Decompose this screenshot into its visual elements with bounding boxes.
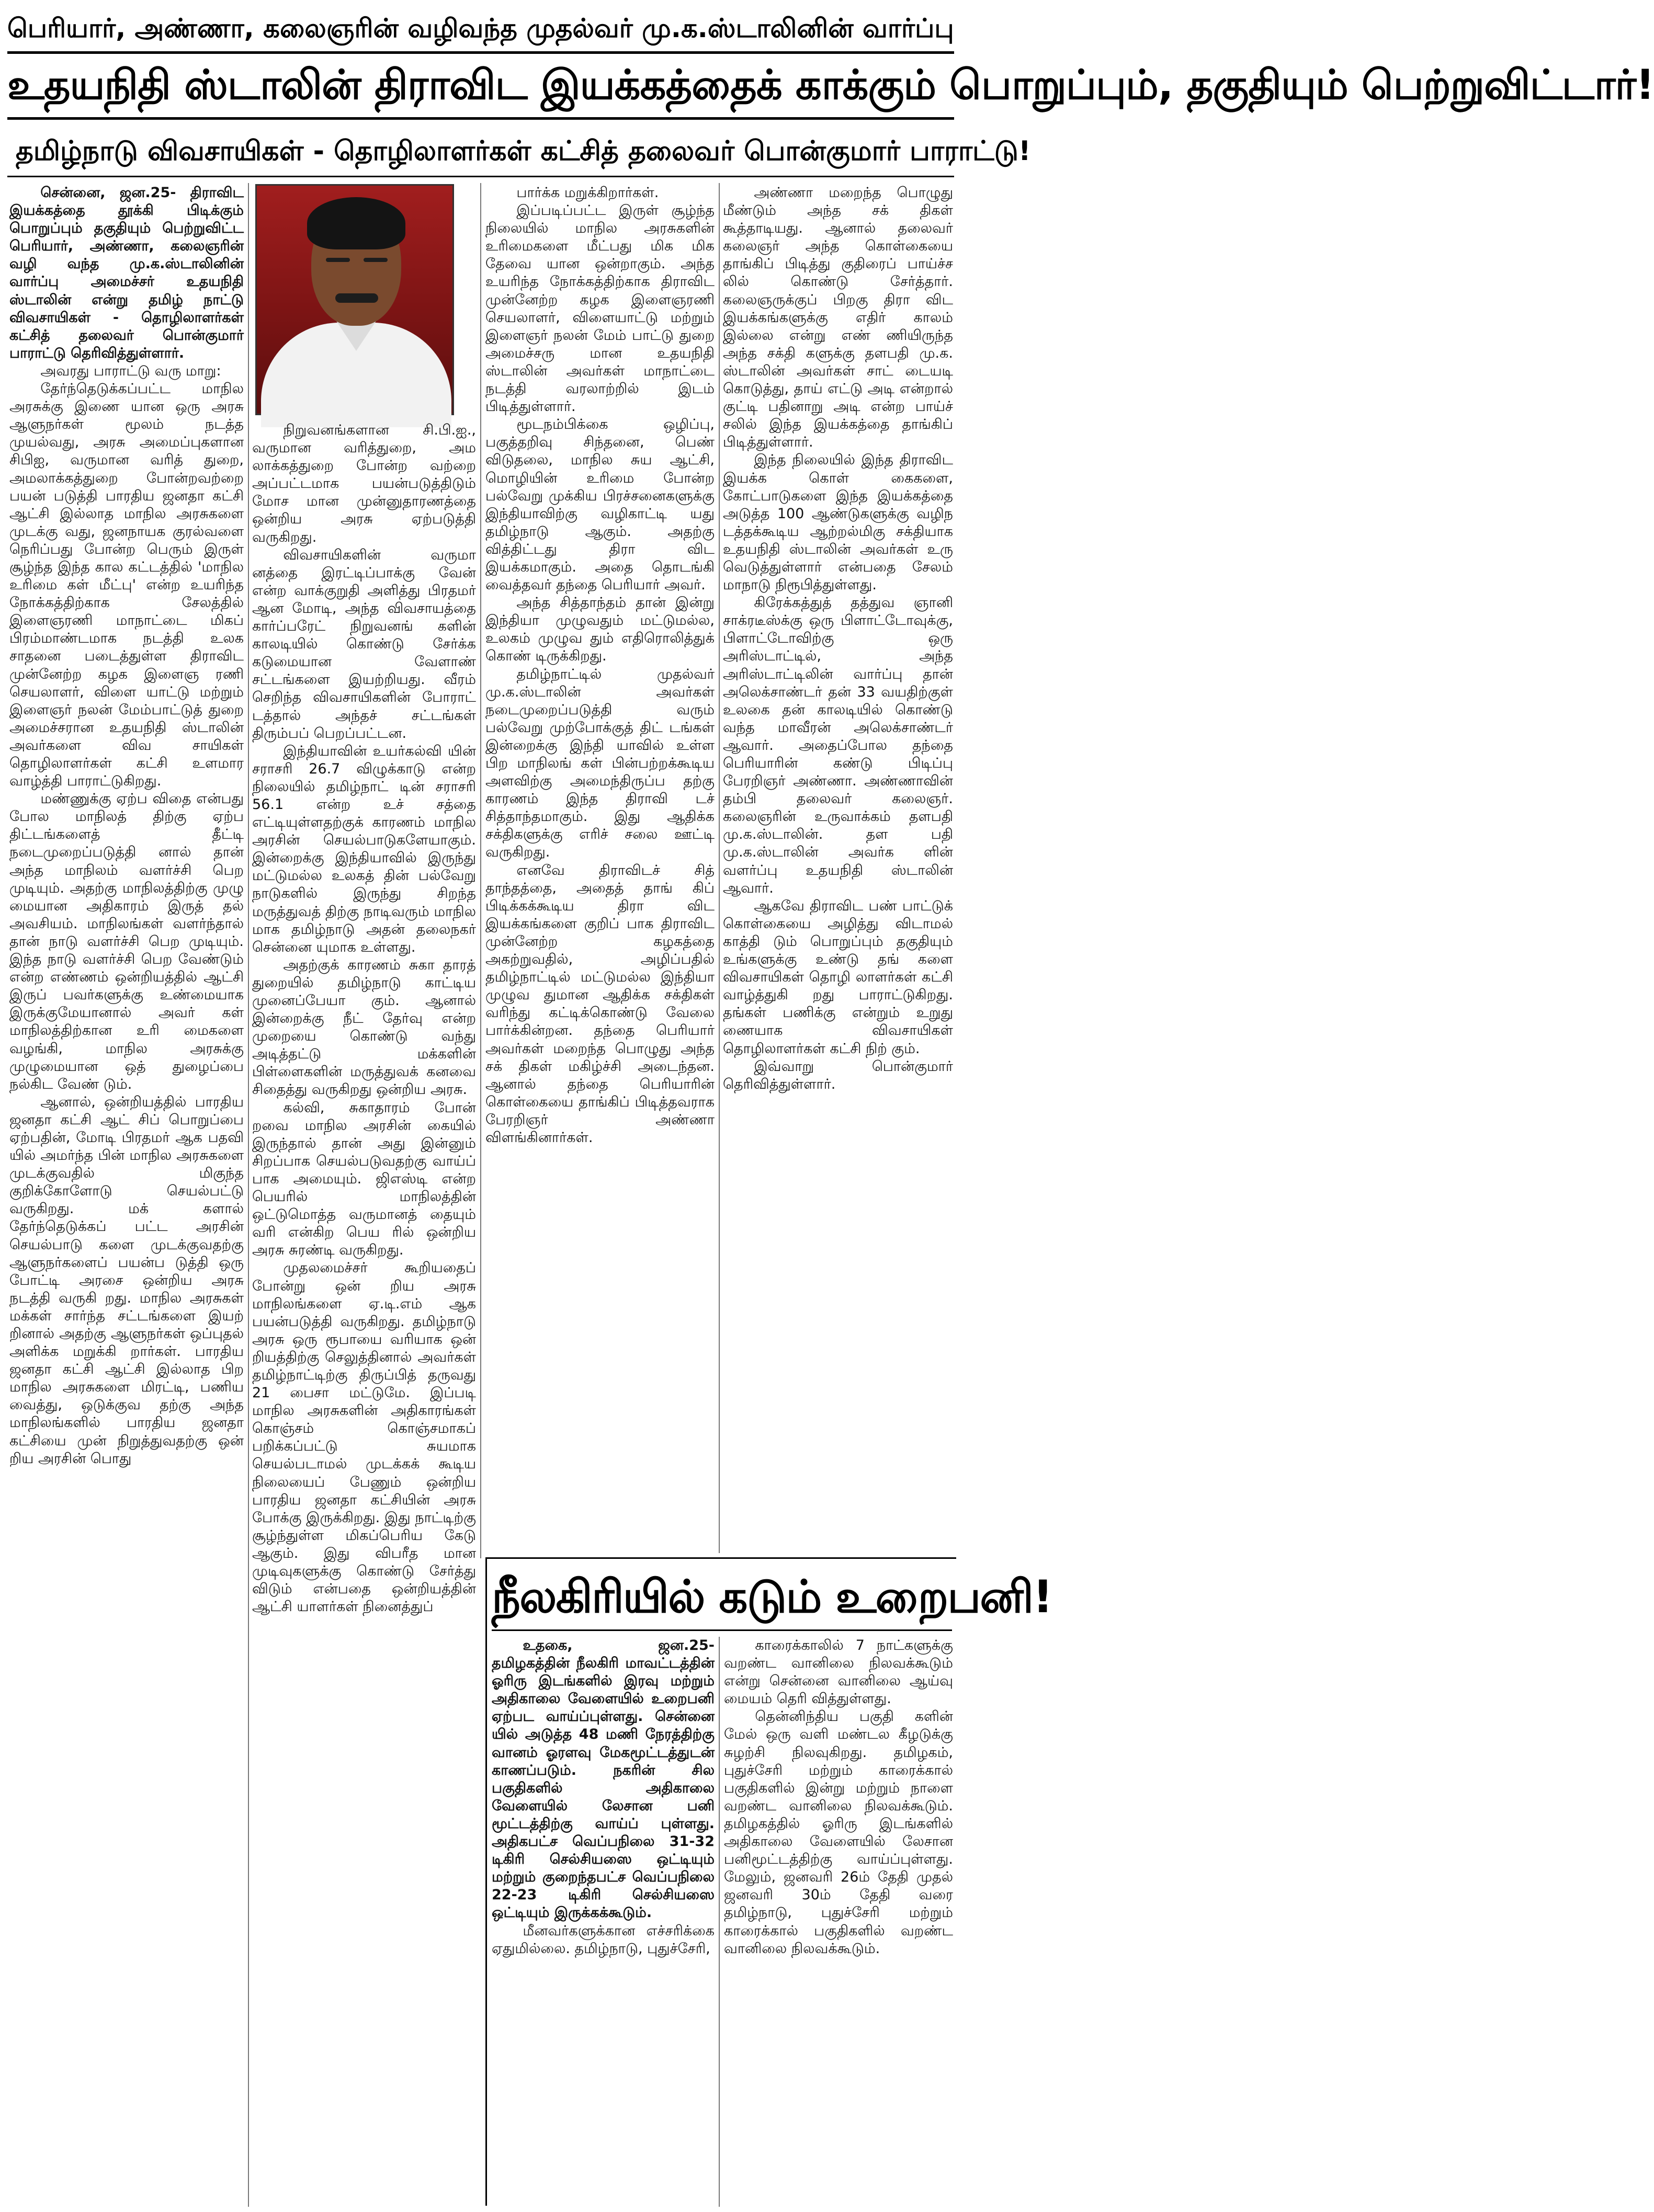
- photo-hair: [307, 197, 405, 249]
- paragraph: இவ்வாறு பொன்குமார் தெரிவித்துள்ளார்.: [723, 1058, 953, 1092]
- paragraph: முதலமைச்சர் கூறியதைப் போன்று ஒன் றிய அரசு மாநிலங்களை ஏ.டி.எம் ஆக பயன்படுத்தி வருகிறது. தமிழ்நாடு அரசு ஒரு ரூபாயை வரியாக ஒன் றியத்திற்கு செலுத்தினால் அவர்கள் தமிழ்நாட்டிற்கு திருப்பித் தருவது 21 பைசா மட்டுமே. இப்படி மாநில அரசுகளின் அதிகாரங்கள் கொஞ்சம் கொஞ்சமாகப் பறிக்கப்பட்டு சுயமாக செயல்படாமல் முடக்கக் கூடிய நிலையைப் பேணும் ஒன்றிய பாரதிய ஜனதா கட்சியின் அரசு போக்கு இருக்கிறது. இது நாட்டிற்கு சூழ்ந்துள்ள மிகப்பெரிய கேடு ஆகும். இது விபரீத மான முடிவுகளுக்கு கொண்டு சேர்த்து விடும் என்பதை ஒன்றியத்தின் ஆட்சி யாளர்கள் நினைத்துப்: [252, 1260, 476, 1615]
- paragraph: பார்க்க மறுக்கிறார்கள்.: [516, 185, 659, 201]
- paragraph: மீனவர்களுக்கான எச்சரிக்கை ஏதுமில்லை. தமிழ்நாடு, புதுச்சேரி,: [492, 1922, 715, 1957]
- article-column-4: [723, 184, 953, 1544]
- kicker-line: பெரியார், அண்ணா, கலைஞரின் வழிவந்த முதல்வர் மு.க.ஸ்டாலினின் வார்ப்பு: [7, 13, 954, 43]
- main-headline: உதயநிதி ஸ்டாலின் திராவிட இயக்கத்தைக் காக்கும் பொறுப்பும், தகுதியும் பெற்றுவிட்டார்!: [7, 62, 1654, 109]
- paragraph: விவசாயிகளின் வருமா னத்தை இரட்டிப்பாக்கு வேன் என்ற வாக்குறுதி அளித்து பிரதமர் ஆன மோடி, அந்த விவசாயத்தை கார்ப்பரேட் நிறுவனங் களின் காலடியில் கொண்டு சேர்க்க கடுமையான வேளாண் சட்டங்களை இயற்றியது. வீரம் செறிந்த விவசாயிகளின் போராட் டத்தால் அந்தச் சட்டங்கள் திரும்பப் பெறப்பட்டன.: [252, 546, 476, 742]
- paragraph: மண்ணுக்கு ஏற்ப விதை என்பது போல மாநிலத் திற்கு ஏற்ப திட்டங்களைத் தீட்டி நடைமுறைப்படுத்தி னால் தான் அந்த மாநிலம் வளர்ச்சி பெற முடியும். அதற்கு மாநிலத்திற்கு முழு மையான அதிகாரம் இருத் தல் அவசியம். மாநிலங்கள் வளர்ந்தால் தான் நாடு வளர்ச்சி பெற முடியும். இந்த நாடு வளர்ச்சி பெற வேண்டும் என்ற எண்ணம் ஒன்றியத்தில் ஆட்சி இருப் பவர்களுக்கு உண்மையாக இருக்குமேயானால் அவர் கள் மாநிலத்திற்கான உரி மைகளை வழங்கி, மாநில அரசுக்கு முழுமையான ஒத் துழைப்பை நல்கிட வேண் டும்.: [9, 791, 244, 1092]
- paragraph: அவரது பாராட்டு வரு மாறு:: [40, 362, 221, 379]
- paragraph: தமிழ்நாட்டில் முதல்வர் மு.க.ஸ்டாலின் அவர்கள் நடைமுறைப்படுத்தி வரும் பல்வேறு முற்போக்குத் திட் டங்கள் இன்றைக்கு இந்தி யாவில் உள்ள பிற மாநிலங் கள் பின்பற்றக்கூடிய அளவிற்கு அமைந்திருப்ப தற்கு காரணம் இந்த திராவி டச் சித்தாந்தமாகும். இது ஆதிக்க சக்திகளுக்கு எரிச் சலை ஊட்டி வருகிறது.: [485, 666, 715, 861]
- rule-weather: [492, 1629, 952, 1631]
- paragraph: அதற்குக் காரணம் சுகா தாரத் துறையில் தமிழ்நாடு காட்டிய முனைப்பேயா கும். ஆனால் இன்றைக்கு நீட் தேர்வு என்ற முறையை கொண்டு வந்து அடித்தட்டு மக்களின் பிள்ளைகளின் மருத்துவக் கனவை சிதைத்து வருகிறது ஒன்றிய அரசு.: [252, 956, 476, 1098]
- paragraph: நிறுவனங்களான சி.பி.ஐ., வருமான வரித்துறை, அம லாக்கத்துறை போன்ற வற்றை அப்பட்டமாக பயன்படுத்திடும் மோச மான முன்னுதாரணத்தை ஒன்றிய அரசு ஏற்படுத்தி வருகிறது.: [252, 422, 476, 545]
- column-rule-3: [719, 183, 720, 1553]
- photo-brow: [364, 258, 388, 262]
- paragraph: சென்னை, ஜன.25- திராவிட இயக்கத்தை தூக்கி பிடிக்கும் பொறுப்பும் தகுதியும் பெற்றுவிட்ட பெரியார், அண்ணா, கலைஞரின் வழி வந்த மு.க.ஸ்டாலினின் வார்ப்பு அமைச்சர் உதயநிதி ஸ்டாலின் என்று தமிழ் நாட்டு விவசாயிகள் - தொழிலாளர்கள் கட்சித் தலைவர் பொன்குமார் பாராட்டு தெரிவித்துள்ளார்.: [9, 185, 244, 361]
- column-rule-2: [480, 183, 481, 1558]
- weather-column-1: [492, 1637, 715, 2205]
- paragraph: ஆனால், ஒன்றியத்தில் பாரதிய ஜனதா கட்சி ஆட் சிப் பொறுப்பை ஏற்பதின், மோடி பிரதமர் ஆக பதவி யில் அமர்ந்த பின் மாநில அரசுகளை முடக்குவதில் மிகுந்த குறிக்கோளோடு செயல்பட்டு வருகிறது. மக் களால் தேர்ந்தெடுக்கப் பட்ட அரசின் செயல்பாடு களை முடக்குவதற்கு ஆளுநர்களைப் பயன்ப டுத்தி ஒரு போட்டி அரசை ஒன்றிய அரசு நடத்தி வருகி றது. மாநில அரசுகள் மக்கள் சார்ந்த சட்டங்களை இயற் றினால் அதற்கு ஆளுநர்கள் ஒப்புதல் அளிக்க மறுக்கி றார்கள். பாரதிய ஜனதா கட்சி ஆட்சி இல்லாத பிற மாநில அரசுகளை மிரட்டி, பணிய வைத்து, ஒடுக்குவ தற்கு அந்த மாநிலங்களில் பாரதிய ஜனதா கட்சியை முன் நிறுத்துவதற்கு ஒன் றிய அரசின் பொது: [9, 1093, 244, 1467]
- article-column-1: [9, 184, 244, 2205]
- paragraph: இந்தியாவின் உயர்கல்வி யின் சராசரி 26.7 விழுக்காடு என்ற நிலையில் தமிழ்நாட் டின் சராசரி 56.1 என்ற உச் சத்தை எட்டியுள்ளதற்குக் காரணம் மாநில அரசின் செயல்பாடுகளேயாகும். இன்றைக்கு இந்தியாவில் இருந்து மட்டுமல்ல உலகத் தின் பல்வேறு நாடுகளில் இருந்து சிறந்த மருத்துவத் திற்கு நாடிவரும் மாநில மாக தமிழ்நாடு அதன் தலைநகர் சென்னை யுமாக உள்ளது.: [252, 743, 476, 955]
- photo-mustache: [335, 293, 378, 303]
- paragraph: எனவே திராவிடச் சித் தாந்தத்தை, அதைத் தாங் கிப் பிடிக்கக்கூடிய திரா விட இயக்கங்களை குறிப் பாக திராவிட முன்னேற்ற கழகத்தை அகற்றுவதில், அழிப்பதில் தமிழ்நாட்டில் மட்டுமல்ல இந்தியா முழுவ துமான ஆதிக்க சக்திகள் வரிந்து கட்டிக்கொண்டு வேலை பார்க்கின்றன. தந்தை பெரியார் அவர்கள் மறைந்த பொழுது அந்த சக் திகள் மகிழ்ச்சி அடைந்தன. ஆனால் தந்தை பெரியாரின் கொள்கையை தாங்கிப் பிடித்தவராக பேரறிஞர் அண்ணா விளங்கினார்கள்.: [485, 862, 715, 1146]
- article-column-2: [252, 421, 476, 2205]
- paragraph: ஆகவே திராவிட பண் பாட்டுக் கொள்கையை அழித்து விடாமல் காத்தி டும் பொறுப்பும் தகுதியும் உங்களுக்கு உண்டு தங் களை விவசாயிகள் தொழி லாளர்கள் கட்சி வாழ்த்துகி றது பாராட்டுகிறது. தங்கள் பணிக்கு என்றும் உறுது ணையாக விவசாயிகள் தொழிலாளர்கள் கட்சி நிற் கும்.: [723, 897, 953, 1057]
- column-rule-1-lower: [248, 1558, 249, 2207]
- article-column-3: [485, 184, 715, 1544]
- paragraph: இந்த நிலையில் இந்த திராவிட இயக்க கொள் கைகளை, கோட்பாடுகளை இந்த இயக்கத்தை அடுத்த 100 ஆண்டுகளுக்கு வழிந டத்தக்கூடிய ஆற்றல்மிகு சக்தியாக உதயநிதி ஸ்டாலின் அவர்கள் உரு வெடுத்துள்ளார் என்பதை சேலம் மாநாடு நிரூபித்துள்ளது.: [723, 452, 953, 594]
- paragraph: அந்த சித்தாந்தம் தான் இன்று இந்தியா முழுவதும் மட்டுமல்ல, உலகம் முழுவ தும் எதிரொலித்துக் கொண் டிருக்கிறது.: [485, 595, 715, 665]
- weather-column-2: [724, 1637, 953, 2205]
- rule-headline: [7, 117, 954, 120]
- portrait-photo: [255, 184, 454, 415]
- paragraph: கிரேக்கத்துத் தத்துவ ஞானி சாக்ரடீஸ்க்கு ஒரு பிளாட்டோவுக்கு, பிளாட்டோவிற்கு ஒரு அரிஸ்டாட்டில், அந்த அரிஸ்டாட்டிலின் வார்ப்பு தான் அலெக்சாண்டர் தன் 33 வயதிற்குள் உலகை தன் காலடியில் கொண்டு வந்த மாவீரன் அலெக்சாண்டர் ஆவார். அதைப்போல தந்தை பெரியாரின் கண்டு பிடிப்பு பேரறிஞர் அண்ணா. அண்ணாவின் தம்பி தலைவர் கலைஞர். கலைஞரின் உருவாக்கம் தளபதி மு.க.ஸ்டாலின். தள பதி மு.க.ஸ்டாலின் அவர்க ளின் வளர்ப்பு உதயநிதி ஸ்டாலின் ஆவார்.: [723, 595, 953, 896]
- rule-top: [7, 51, 954, 54]
- paragraph: கல்வி, சுகாதாரம் போன் றவை மாநில அரசின் கையில் இருந்தால் தான் அது இன்னும் சிறப்பாக செயல்படுவதற்கு வாய்ப் பாக அமையும். ஜிஎஸ்டி என்ற பெயரில் மாநிலத்தின் ஒட்டுமொத்த வருமானத் தையும் வரி என்கிற பெய ரில் ஒன்றிய அரசு சுரண்டி வருகிறது.: [252, 1099, 476, 1259]
- paragraph: இப்படிப்பட்ட இருள் சூழ்ந்த நிலையில் மாநில அரசுகளின் உரிமைகளை மீட்பது மிக மிக தேவை யான ஒன்றாகும். அந்த உயரிந்த நோக்கத்திற்காக திராவிட முன்னேற்ற கழக இளைஞரணி செயலாளர், விளையாட்டு மற்றும் இளைஞர் நலன் மேம் பாட்டு துறை அமைச்சரு மான உதயநிதி ஸ்டாலின் அவர்கள் மாநாட்டை நடத்தி வரலாற்றில் இடம் பிடித்துள்ளார்.: [485, 202, 715, 415]
- paragraph: காரைக்காலில் 7 நாட்களுக்கு வறண்ட வானிலை நிலவக்கூடும் என்று சென்னை வானிலை ஆய்வு மையம் தெரி வித்துள்ளது.: [724, 1637, 953, 1707]
- paragraph: உதகை, ஜன.25- தமிழகத்தின் நீலகிரி மாவட்டத்தின் ஓரிரு இடங்களில் இரவு மற்றும் அதிகாலை வேளையில் உறைபனி ஏற்பட வாய்ப்புள்ளது. சென்னை யில் அடுத்த 48 மணி நேரத்திற்கு வானம் ஓரளவு மேகமூட்டத்துடன் காணப்படும். நகரின் சில பகுதிகளில் அதிகாலை வேளையில் லேசான பனி மூட்டத்திற்கு வாய்ப் புள்ளது. அதிகபட்ச வெப்பநிலை 31-32 டிகிரி செல்சியஸை ஒட்டியும் மற்றும் குறைந்தபட்ச வெப்பநிலை 22-23 டிகிரி செல்சியஸை ஒட்டியும் இருக்கக்கூடும்.: [492, 1637, 715, 1921]
- paragraph: தென்னிந்திய பகுதி களின் மேல் ஒரு வளி மண்டல கீழடுக்கு சுழற்சி நிலவுகிறது. தமிழகம், புதுச்சேரி மற்றும் காரைக்கால் பகுதிகளில் இன்று மற்றும் நாளை வறண்ட வானிலை நிலவக்கூடும். தமிழகத்தில் ஓரிரு இடங்களில் அதிகாலை வேளையில் லேசான பனிமூட்டத்திற்கு வாய்ப்புள்ளது. மேலும், ஜனவரி 26ம் தேதி முதல் ஜனவரி 30ம் தேதி வரை தமிழ்நாடு, புதுச்சேரி மற்றும் காரைக்கால் பகுதிகளில் வறண்ட வானிலை நிலவக்கூடும்.: [724, 1708, 953, 1957]
- paragraph: மூடநம்பிக்கை ஒழிப்பு, பகுத்தறிவு சிந்தனை, பெண் விடுதலை, மாநில சுய ஆட்சி, மொழியின் உரிமை போன்ற பல்வேறு முக்கிய பிரச்சனைகளுக்கு இந்தியாவிற்கு வழிகாட்டி யது தமிழ்நாடு ஆகும். அதற்கு வித்திட்டது திரா விட இயக்கமாகும். அதை தொடங்கி வைத்தவர் தந்தை பெரியார் அவர்.: [485, 416, 715, 594]
- paragraph: அண்ணா மறைந்த பொழுது மீண்டும் அந்த சக் திகள் கூத்தாடியது. ஆனால் தலைவர் கலைஞர் அந்த கொள்கையை தாங்கிப் பிடித்து குதிரைப் பாய்ச்ச லில் கொண்டு சேர்த்தார். கலைஞருக்குப் பிறகு திரா விட இயக்கங்களுக்கு எதிர் காலம் இல்லை என்று எண் ணியிருந்த அந்த சக்தி களுக்கு தளபதி மு.க. ஸ்டாலின் அவர்கள் சாட் டையடி கொடுத்து, தாய் எட்டு அடி என்றால் குட்டி பதினாறு அடி என்ற பாய்ச் சலில் இந்த இயக்கத்தை தாங்கிப் பிடித்துள்ளார்.: [723, 185, 953, 451]
- subheadline: தமிழ்நாடு விவசாயிகள் - தொழிலாளர்கள் கட்சித் தலைவர் பொன்குமார் பாராட்டு!: [16, 135, 1031, 167]
- paragraph: தேர்ந்தெடுக்கப்பட்ட மாநில அரசுக்கு இணை யான ஒரு அரசு ஆளுநர்கள் மூலம் நடத்த முயல்வது, அரசு அமைப்புகளான சிபிஐ, வருமான வரித் துறை, அமலாக்கத்துறை போன்றவற்றை பயன் படுத்தி பாரதிய ஜனதா கட்சி ஆட்சி இல்லாத மாநில அரசுகளை முடக்கு வது, ஜனநாயக குரல்வளை நெரிப்பது போன்ற பெரும் இருள் சூழ்ந்த இந்த கால கட்டத்தில் 'மாநில உரிமை கள் மீட்பு' என்ற உயரிந்த நோக்கத்திற்காக சேலத்தில் இளைஞரணி மாநாட்டை மிகப் பிரம்மாண்டமாக நடத்தி உலக சாதனை படைத்துள்ள திராவிட முன்னேற்ற கழக இளைஞ ரணி செயலாளர், விளை யாட்டு மற்றும் இளைஞர் நலன் மேம்பாட்டுத் துறை அமைச்சரான உதயநிதி ஸ்டாலின் அவர்களை விவ சாயிகள் தொழிலாளர்கள் கட்சி உளமார வாழ்த்தி பாராட்டுகிறது.: [9, 381, 244, 790]
- rule-subhead: [7, 176, 954, 177]
- column-rule-1: [248, 183, 249, 1558]
- photo-brow: [326, 258, 350, 262]
- weather-headline: நீலகிரியில் கடும் உறைபனி!: [492, 1571, 1052, 1623]
